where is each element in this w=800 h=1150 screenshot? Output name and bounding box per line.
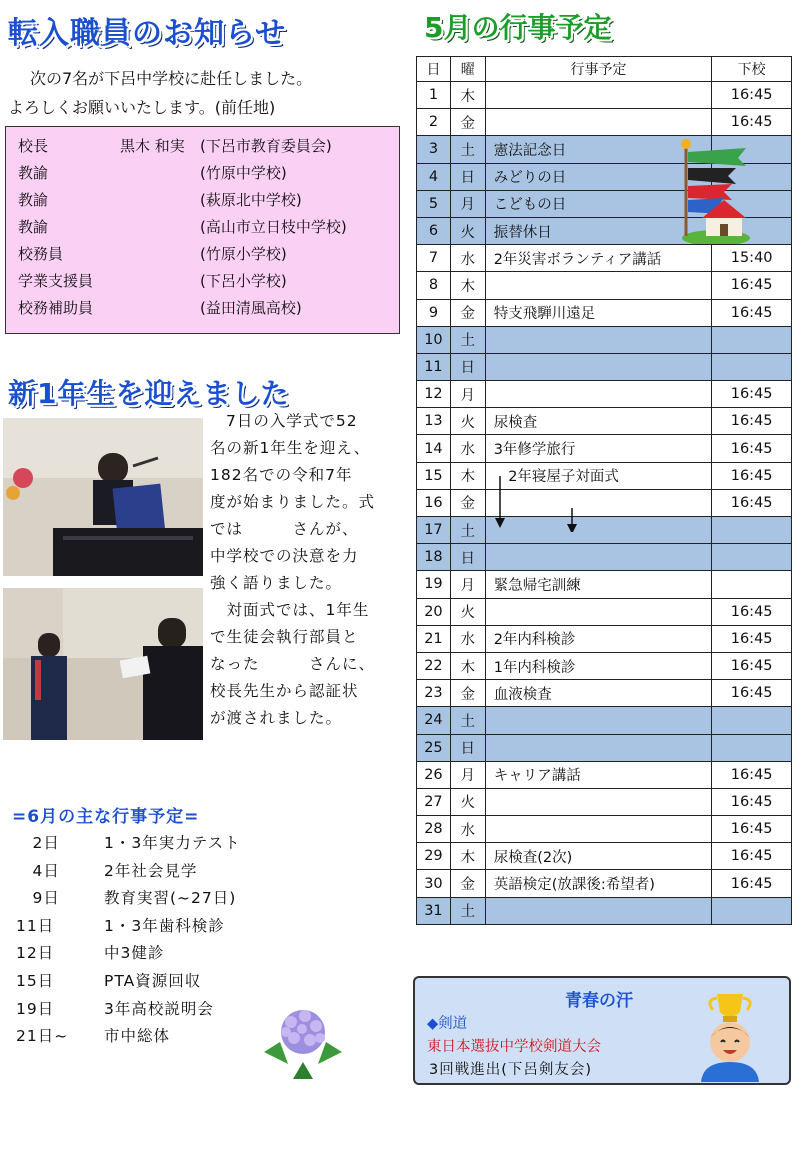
schedule-dismissal-time — [712, 707, 792, 734]
staff-role: 校務補助員 — [18, 299, 94, 317]
june-event-date: 15日 — [16, 971, 55, 990]
certificate-photo — [3, 588, 203, 740]
schedule-event: 緊急帰宅訓練 — [485, 571, 712, 598]
schedule-dismissal-time: 16:45 — [712, 381, 792, 408]
trophy-kid-icon — [687, 992, 767, 1082]
schedule-event: 憲法記念日 — [485, 136, 712, 163]
schedule-day: 21 — [417, 625, 451, 652]
schedule-weekday: 日 — [450, 353, 485, 380]
header-dismissal: 下校 — [712, 57, 792, 82]
schedule-day: 8 — [417, 272, 451, 299]
schedule-event — [485, 734, 712, 761]
staff-previous: (竹原小学校) — [200, 245, 287, 263]
schedule-dismissal-time: 16:45 — [712, 489, 792, 516]
schedule-row — [417, 462, 792, 489]
schedule-day: 19 — [417, 571, 451, 598]
schedule-row — [417, 571, 792, 598]
staff-previous: (下呂市教育委員会) — [200, 137, 332, 155]
staff-row — [18, 214, 399, 241]
schedule-day: 22 — [417, 652, 451, 679]
schedule-day: 28 — [417, 816, 451, 843]
schedule-row — [417, 109, 792, 136]
schedule-dismissal-time: 16:45 — [712, 82, 792, 109]
story-line: 名の新1年生を迎え、 — [210, 439, 371, 457]
schedule-weekday: 土 — [450, 707, 485, 734]
schedule-row — [417, 381, 792, 408]
schedule-day: 27 — [417, 788, 451, 815]
schedule-weekday: 土 — [450, 897, 485, 924]
staff-name: 黒木 和実 — [120, 137, 185, 155]
schedule-day: 9 — [417, 299, 451, 326]
schedule-dismissal-time: 16:45 — [712, 299, 792, 326]
june-event-item — [16, 858, 316, 886]
schedule-weekday: 水 — [450, 816, 485, 843]
schedule-day: 18 — [417, 544, 451, 571]
schedule-dismissal-time: 15:40 — [712, 245, 792, 272]
seishun-event: 東日本選抜中学校剣道大会 — [427, 1039, 601, 1055]
schedule-dismissal-time: 16:45 — [712, 680, 792, 707]
schedule-row — [417, 353, 792, 380]
june-event-date: 12日 — [16, 944, 55, 963]
schedule-day: 30 — [417, 870, 451, 897]
schedule-weekday: 金 — [450, 299, 485, 326]
june-event-item — [16, 830, 316, 858]
schedule-dismissal-time — [712, 517, 792, 544]
story-line: 校長先生から認証状 — [210, 682, 359, 700]
staff-role: 教諭 — [18, 191, 49, 209]
story-line: で生徒会執行部員と — [210, 628, 359, 646]
schedule-row — [417, 544, 792, 571]
schedule-row — [417, 82, 792, 109]
schedule-dismissal-time: 16:45 — [712, 652, 792, 679]
schedule-weekday: 木 — [450, 272, 485, 299]
koinobori-icon — [676, 138, 772, 244]
trip-arrows — [490, 472, 590, 532]
schedule-day: 15 — [417, 462, 451, 489]
schedule-day: 7 — [417, 245, 451, 272]
story-line: なった さんに、 — [210, 655, 376, 673]
schedule-dismissal-time: 16:45 — [712, 625, 792, 652]
june-event-date: 4日 — [16, 861, 60, 880]
schedule-row — [417, 598, 792, 625]
header-event: 行事予定 — [485, 57, 712, 82]
schedule-dismissal-time: 16:45 — [712, 109, 792, 136]
june-event-name: 1・3年歯科検診 — [104, 916, 225, 935]
transfer-intro-line2: よろしくお願いいたします。(前任地) — [8, 98, 276, 117]
schedule-day: 26 — [417, 761, 451, 788]
june-event-name: 3年高校説明会 — [104, 999, 214, 1018]
schedule-event — [485, 326, 712, 353]
story-line: 対面式では、1年生 — [210, 601, 370, 619]
schedule-dismissal-time — [712, 544, 792, 571]
schedule-event — [485, 897, 712, 924]
schedule-event: 尿検査(2次) — [485, 843, 712, 870]
story-line: 182名での令和7年 — [210, 466, 353, 484]
schedule-day: 1 — [417, 82, 451, 109]
schedule-row — [417, 870, 792, 897]
schedule-weekday: 火 — [450, 408, 485, 435]
schedule-day: 4 — [417, 163, 451, 190]
june-event-name: 2年社会見学 — [104, 861, 198, 880]
june-event-item — [16, 940, 316, 968]
table-header-row — [417, 57, 792, 82]
seishun-result: 3回戦進出(下呂剣友会) — [429, 1062, 593, 1078]
seishun-category: ◆剣道 — [427, 1016, 468, 1032]
schedule-dismissal-time — [712, 353, 792, 380]
schedule-event: 英語検定(放課後:希望者) — [485, 870, 712, 897]
arrow-head — [567, 524, 577, 532]
schedule-weekday: 金 — [450, 109, 485, 136]
schedule-dismissal-time: 16:45 — [712, 408, 792, 435]
staff-row — [18, 133, 399, 160]
june-event-date: 2日 — [16, 834, 60, 852]
schedule-event: 3年修学旅行 — [485, 435, 712, 462]
staff-role: 学業支援員 — [18, 272, 94, 290]
schedule-event: 血液検査 — [485, 680, 712, 707]
schedule-row — [417, 843, 792, 870]
schedule-row — [417, 625, 792, 652]
schedule-row — [417, 489, 792, 516]
june-event-date: 19日 — [16, 999, 55, 1018]
schedule-weekday: 日 — [450, 734, 485, 761]
staff-row — [18, 295, 399, 322]
schedule-row — [417, 435, 792, 462]
story-line: 中学校での決意を力 — [210, 547, 359, 565]
schedule-weekday: 木 — [450, 652, 485, 679]
schedule-dismissal-time — [712, 734, 792, 761]
schedule-event — [485, 272, 712, 299]
schedule-weekday: 月 — [450, 190, 485, 217]
staff-row — [18, 160, 399, 187]
schedule-weekday: 土 — [450, 136, 485, 163]
freshmen-title: 新1年生を迎えました — [8, 377, 290, 410]
schedule-row — [417, 245, 792, 272]
schedule-weekday: 火 — [450, 598, 485, 625]
schedule-event — [485, 788, 712, 815]
schedule-event — [485, 381, 712, 408]
schedule-event: みどりの日 — [485, 163, 712, 190]
june-event-name: 中3健診 — [104, 944, 165, 963]
freshmen-story — [210, 408, 390, 732]
schedule-row — [417, 326, 792, 353]
schedule-dismissal-time: 16:45 — [712, 462, 792, 489]
schedule-dismissal-time: 16:45 — [712, 598, 792, 625]
schedule-event: 尿検査 — [485, 408, 712, 435]
schedule-day: 10 — [417, 326, 451, 353]
staff-previous: (益田清風高校) — [200, 299, 302, 317]
schedule-row — [417, 816, 792, 843]
header-weekday: 曜 — [450, 57, 485, 82]
schedule-weekday: 日 — [450, 544, 485, 571]
schedule-event — [485, 544, 712, 571]
staff-row — [18, 241, 399, 268]
schedule-day: 16 — [417, 489, 451, 516]
schedule-dismissal-time — [712, 897, 792, 924]
schedule-day: 6 — [417, 217, 451, 244]
june-event-date: 9日 — [16, 889, 60, 908]
schedule-day: 14 — [417, 435, 451, 462]
schedule-weekday: 土 — [450, 517, 485, 544]
schedule-dismissal-time — [712, 326, 792, 353]
schedule-weekday: 火 — [450, 788, 485, 815]
june-event-name: PTA資源回収 — [104, 971, 202, 990]
staff-previous: (高山市立日枝中学校) — [200, 218, 347, 236]
schedule-day: 25 — [417, 734, 451, 761]
june-event-item — [16, 968, 316, 996]
staff-row — [18, 187, 399, 214]
june-event-date: 11日 — [16, 916, 55, 935]
schedule-weekday: 水 — [450, 625, 485, 652]
schedule-event: キャリア講話 — [485, 761, 712, 788]
june-event-item — [16, 913, 316, 941]
schedule-row — [417, 517, 792, 544]
june-event-name: 市中総体 — [104, 1027, 171, 1046]
schedule-row — [417, 707, 792, 734]
schedule-weekday: 火 — [450, 217, 485, 244]
schedule-event — [485, 598, 712, 625]
may-title: 5月の行事予定 — [424, 11, 612, 44]
schedule-row — [417, 299, 792, 326]
staff-role: 校務員 — [18, 245, 64, 263]
schedule-event: 2年災害ボランティア講話 — [485, 245, 712, 272]
schedule-event — [485, 816, 712, 843]
story-line: 7日の入学式で52 — [226, 412, 358, 430]
schedule-row — [417, 272, 792, 299]
schedule-dismissal-time: 16:45 — [712, 435, 792, 462]
schedule-row — [417, 652, 792, 679]
schedule-row — [417, 761, 792, 788]
schedule-event — [485, 82, 712, 109]
schedule-row — [417, 897, 792, 924]
staff-previous: (萩原北中学校) — [200, 191, 302, 209]
schedule-weekday: 月 — [450, 761, 485, 788]
staff-list-box — [5, 126, 400, 334]
schedule-weekday: 金 — [450, 870, 485, 897]
schedule-day: 24 — [417, 707, 451, 734]
schedule-day: 2 — [417, 109, 451, 136]
staff-row — [18, 268, 399, 295]
schedule-weekday: 金 — [450, 489, 485, 516]
schedule-day: 3 — [417, 136, 451, 163]
june-event-item — [16, 885, 316, 913]
schedule-weekday: 土 — [450, 326, 485, 353]
story-line: では さんが、 — [210, 520, 359, 538]
schedule-weekday: 木 — [450, 462, 485, 489]
transfer-title: 転入職員のお知らせ — [8, 16, 287, 51]
staff-previous: (下呂小学校) — [200, 272, 287, 290]
header-day: 日 — [417, 57, 451, 82]
schedule-dismissal-time: 16:45 — [712, 761, 792, 788]
staff-role: 校長 — [18, 137, 49, 155]
schedule-weekday: 木 — [450, 82, 485, 109]
seishun-box — [413, 976, 791, 1085]
schedule-weekday: 木 — [450, 843, 485, 870]
schedule-day: 20 — [417, 598, 451, 625]
entrance-speech-photo — [3, 418, 203, 576]
story-line: 強く語りました。 — [210, 574, 343, 592]
story-line: 度が始まりました。式 — [210, 493, 376, 511]
schedule-day: 5 — [417, 190, 451, 217]
schedule-event: 特支飛騨川遠足 — [485, 299, 712, 326]
schedule-weekday: 水 — [450, 435, 485, 462]
schedule-weekday: 金 — [450, 680, 485, 707]
schedule-day: 11 — [417, 353, 451, 380]
schedule-event — [485, 707, 712, 734]
schedule-dismissal-time — [712, 571, 792, 598]
schedule-event: 2年内科検診 — [485, 625, 712, 652]
schedule-day: 29 — [417, 843, 451, 870]
schedule-dismissal-time: 16:45 — [712, 816, 792, 843]
schedule-event: 2年寝屋子対面式 — [485, 462, 712, 489]
schedule-event: こどもの日 — [485, 190, 712, 217]
schedule-weekday: 月 — [450, 381, 485, 408]
schedule-day: 13 — [417, 408, 451, 435]
schedule-row — [417, 408, 792, 435]
hydrangea-icon — [258, 1002, 348, 1080]
staff-role: 教諭 — [18, 218, 49, 236]
june-event-name: 教育実習(~27日) — [104, 889, 237, 908]
schedule-weekday: 水 — [450, 245, 485, 272]
schedule-event: 1年内科検診 — [485, 652, 712, 679]
seishun-title: 青春の汗 — [565, 991, 633, 1011]
june-event-date: 21日~ — [16, 1027, 69, 1046]
schedule-weekday: 日 — [450, 163, 485, 190]
schedule-weekday: 月 — [450, 571, 485, 598]
story-line: が渡されました。 — [210, 709, 343, 727]
schedule-day: 17 — [417, 517, 451, 544]
schedule-dismissal-time: 16:45 — [712, 843, 792, 870]
june-event-name: 1・3年実力テスト — [104, 834, 241, 852]
schedule-event — [485, 109, 712, 136]
schedule-event: 振替休日 — [485, 217, 712, 244]
june-title: =6月の主な行事予定= — [12, 807, 200, 827]
schedule-row — [417, 788, 792, 815]
transfer-intro-line1: 次の7名が下呂中学校に赴任しました。 — [30, 69, 313, 88]
schedule-row — [417, 680, 792, 707]
arrow-head — [495, 518, 505, 528]
schedule-day: 31 — [417, 897, 451, 924]
schedule-dismissal-time: 16:45 — [712, 788, 792, 815]
schedule-event — [485, 353, 712, 380]
staff-previous: (竹原中学校) — [200, 164, 287, 182]
schedule-day: 23 — [417, 680, 451, 707]
schedule-dismissal-time: 16:45 — [712, 272, 792, 299]
schedule-dismissal-time: 16:45 — [712, 870, 792, 897]
schedule-row — [417, 734, 792, 761]
staff-role: 教諭 — [18, 164, 49, 182]
schedule-day: 12 — [417, 381, 451, 408]
